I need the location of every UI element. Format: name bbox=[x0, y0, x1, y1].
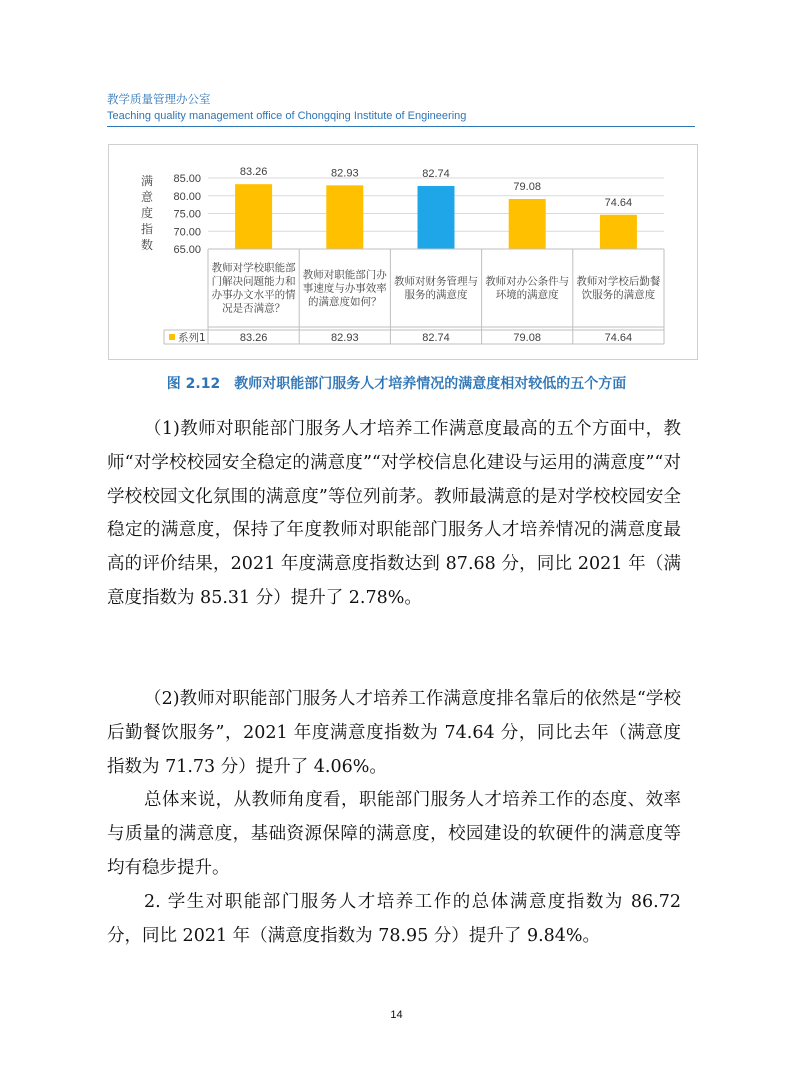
y-tick-label: 85.00 bbox=[173, 173, 201, 185]
category-label: 教师对职能部门办事速度与办事效率的满意度如何？ bbox=[302, 268, 387, 308]
bar-chart bbox=[109, 145, 697, 359]
table-value: 83.26 bbox=[239, 332, 268, 344]
category-label: 教师对财务管理与服务的满意度 bbox=[394, 275, 478, 301]
y-axis-label-char: 数 bbox=[140, 238, 154, 252]
bar-value-label: 83.26 bbox=[239, 166, 268, 179]
paragraph-4: 2. 学生对职能部门服务人才培养工作的总体满意度指数为 86.72 分，同比 2021 年（满意度指数为 78.95 分）提升了 9.84%。 bbox=[107, 892, 681, 946]
header-title-en: Teaching quality management office of Chongqing Institute of Engineering bbox=[107, 110, 467, 122]
table-value: 82.74 bbox=[422, 332, 450, 344]
header-rule bbox=[107, 126, 695, 127]
paragraph-3: 总体来说，从教师角度看，职能部门服务人才培养工作的态度、效率与质量的满意度，基础资源保障的满意度，校园建设的软硬件的满意度等均有稳步提升。 bbox=[107, 790, 681, 878]
header-title-cn: 教学质量管理办公室 bbox=[107, 92, 211, 106]
bar bbox=[326, 185, 363, 249]
y-tick-label: 65.00 bbox=[173, 244, 201, 256]
category-label: 教师对学校职能部门解决问题能力和办事办文水平的情况是否满意？ bbox=[211, 262, 296, 315]
figure-caption: 图 2.12 教师对职能部门服务人才培养情况的满意度相对较低的五个方面 bbox=[166, 376, 627, 392]
y-axis-label-char: 意 bbox=[140, 190, 154, 204]
bar bbox=[418, 186, 455, 249]
legend-marker bbox=[169, 334, 175, 340]
bar bbox=[509, 199, 546, 249]
category-label: 教师对学校后勤餐饮服务的满意度 bbox=[576, 275, 661, 301]
y-tick-label: 75.00 bbox=[173, 208, 201, 221]
bar-value-label: 82.74 bbox=[422, 168, 450, 181]
legend-series-name: 系列1 bbox=[178, 332, 206, 344]
bar-value-label: 82.93 bbox=[331, 167, 359, 180]
table-value: 74.64 bbox=[604, 332, 633, 344]
bar-value-label: 74.64 bbox=[604, 196, 633, 209]
paragraph-2: （2)教师对职能部门服务人才培养工作满意度排名靠后的依然是“学校后勤餐饮服务”，2021 年度满意度指数为 74.64 分，同比去年（满意度指数为 71.73 分）提升了 4.06%。 bbox=[107, 689, 681, 777]
y-tick-label: 70.00 bbox=[173, 226, 201, 239]
category-label: 教师对办公条件与环境的满意度 bbox=[485, 275, 570, 301]
table-value: 82.93 bbox=[331, 332, 359, 344]
paragraph-1: （1)教师对职能部门服务人才培养工作满意度最高的五个方面中，教师“对学校校园安全稳定的满意度”“对学校信息化建设与运用的满意度”“对学校校园文化氛围的满意度”等位列前茅。教师最满意的是对学校校园安全稳定的满意度，保持了年度教师对职能部门服务人才培养情况的满意度最高的评价结果，2021 年度满意度指数达到 87.68 分，同比 2021 年（满意度指数为 85.31 分）提升了 2.78%。 bbox=[107, 419, 681, 608]
y-tick-label: 80.00 bbox=[173, 190, 201, 203]
y-axis-label-char: 指 bbox=[140, 222, 154, 236]
y-axis-label-char: 满 bbox=[140, 174, 154, 188]
bar-value-label: 79.08 bbox=[513, 181, 541, 194]
page-number: 14 bbox=[390, 1009, 403, 1021]
bar bbox=[600, 215, 637, 249]
y-axis-label-char: 度 bbox=[140, 206, 154, 220]
bar bbox=[235, 184, 272, 249]
chart-frame bbox=[108, 144, 698, 360]
table-value: 79.08 bbox=[513, 332, 541, 344]
